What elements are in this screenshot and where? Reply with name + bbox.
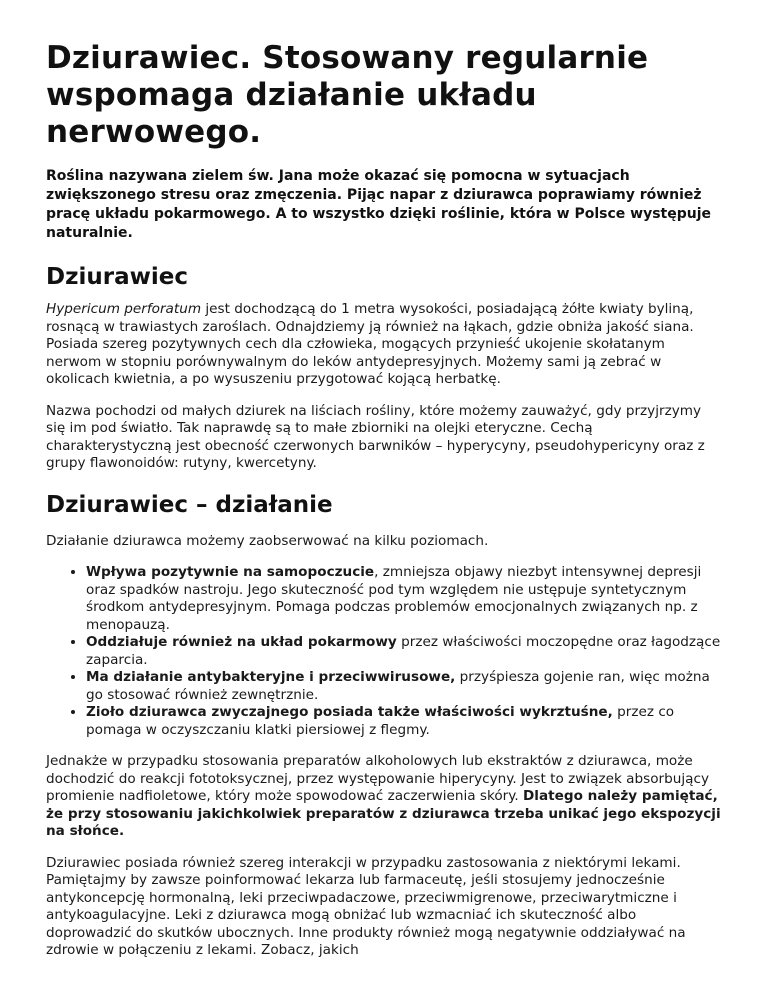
list-item-bold: Ma działanie antybakteryjne i przeciwwirusowe, (86, 669, 456, 685)
paragraph-name-origin: Nazwa pochodzi od małych dziurek na liściach rośliny, które możemy zauważyć, gdy przyjrzymy się im pod światło. Tak naprawdę są to małe zbiorniki na olejki eteryczne. Cechą charakterystyczną jest obecność czerwonych barwników – hyperycyny, pseudohypericyny oraz z grupy flawonoidów: rutyny, kwercetyny. (46, 402, 705, 471)
paragraph-description (46, 301, 722, 389)
list-item-bold: Oddziałuje również na układ pokarmowy (86, 634, 397, 650)
effects-list (46, 564, 722, 739)
list-item-bold: Zioło dziurawca zwyczajnego posiada także właściwości wykrztuśne, (86, 704, 613, 720)
article-lead: Roślina nazywana zielem św. Jana może okazać się pomocna w sytuacjach zwiększonego stresu oraz zmęczenia. Pijąc napar z dziurawca poprawiamy również pracę układu pokarmowego. A to wszystko dzięki roślinie, która w Polsce występuje naturalnie. (46, 168, 712, 241)
paragraph-intro: Działanie dziurawca możemy zaobserwować na kilku poziomach. (46, 532, 489, 549)
section-heading-dzialanie: Dziurawiec – działanie (46, 491, 333, 518)
section-heading-dziurawiec: Dziurawiec (46, 264, 188, 290)
list-item (86, 564, 722, 634)
paragraph-interactions: Dziurawiec posiada również szereg interakcji w przypadku zastosowania z niektórymi lekami. Pamiętajmy by zawsze poinformować lekarza lub farmaceutę, jeśli stosujemy jednocześnie antykoncepcję hormonalną, leki przeciwpadaczowe, przeciwmigrenowe, przeciwarytmiczne i antykoagulacyjne. Leki z dziurawca mogą obniżać lub wzmacniać ich skuteczność albo doprowadzić do skutków ubocznych. Inne produkty również mogą negatywnie oddziaływać na zdrowie w połączeniu z lekami. Zobacz, jakich (46, 854, 686, 958)
latin-name: Hypericum perforatum (46, 301, 202, 317)
list-item-text: przez co pomaga w oczyszczaniu klatki piersiowej z flegmy. (86, 704, 675, 738)
list-item-bold: Wpływa pozytywnie na samopoczucie (86, 564, 375, 580)
paragraph-phototoxicity-text: Jednakże w przypadku stosowania preparatów alkoholowych lub ekstraktów z dziurawca, może dochodzić do reakcji fototoksycznej, przez występowanie hiperycyny. Jest to związek absorbujący promienie nadfioletowe, który może spowodować zaczerwienia skóry. (46, 753, 709, 804)
paragraph-description-text: jest dochodzącą do 1 metra wysokości, posiadającą żółte kwiaty byliną, rosnącą w trawiastych zaroślach. Odnajdziemy ją również na łąkach, gdzie obniża jakość siana. Posiada szereg pozytywnych cech dla człowieka, mogących przynieść ukojenie skołatanym nerwom w stopniu porównywalnym do leków antydepresyjnych. Możemy sami ją zebrać w okolicach kwietnia, a po wysuszeniu przygotować kojącą herbatkę. (46, 301, 694, 387)
list-item-text: przyśpiesza gojenie ran, więc można go stosować również zewnętrznie. (86, 669, 710, 703)
list-item-text: przez właściwości moczopędne oraz łagodzące zaparcia. (86, 634, 721, 668)
paragraph-phototoxicity-warning: Dlatego należy pamiętać, że przy stosowaniu jakichkolwiek preparatów z dziurawca trzeba unikać jego ekspozycji na słońce. (46, 788, 721, 839)
list-item (86, 634, 722, 669)
list-item-text: , zmniejsza objawy niezbyt intensywnej depresji oraz spadków nastroju. Jego skuteczność pod tym względem nie ustępuje syntetycznym środkom antydepresyjnym. Pomaga podczas problemów emocjonalnych związanych np. z menopauzą. (86, 564, 702, 633)
list-item (86, 669, 722, 704)
paragraph-phototoxicity (46, 753, 722, 841)
list-item (86, 704, 722, 739)
article-title: Dziurawiec. Stosowany regularnie wspomaga działanie układu nerwowego. (46, 40, 649, 150)
